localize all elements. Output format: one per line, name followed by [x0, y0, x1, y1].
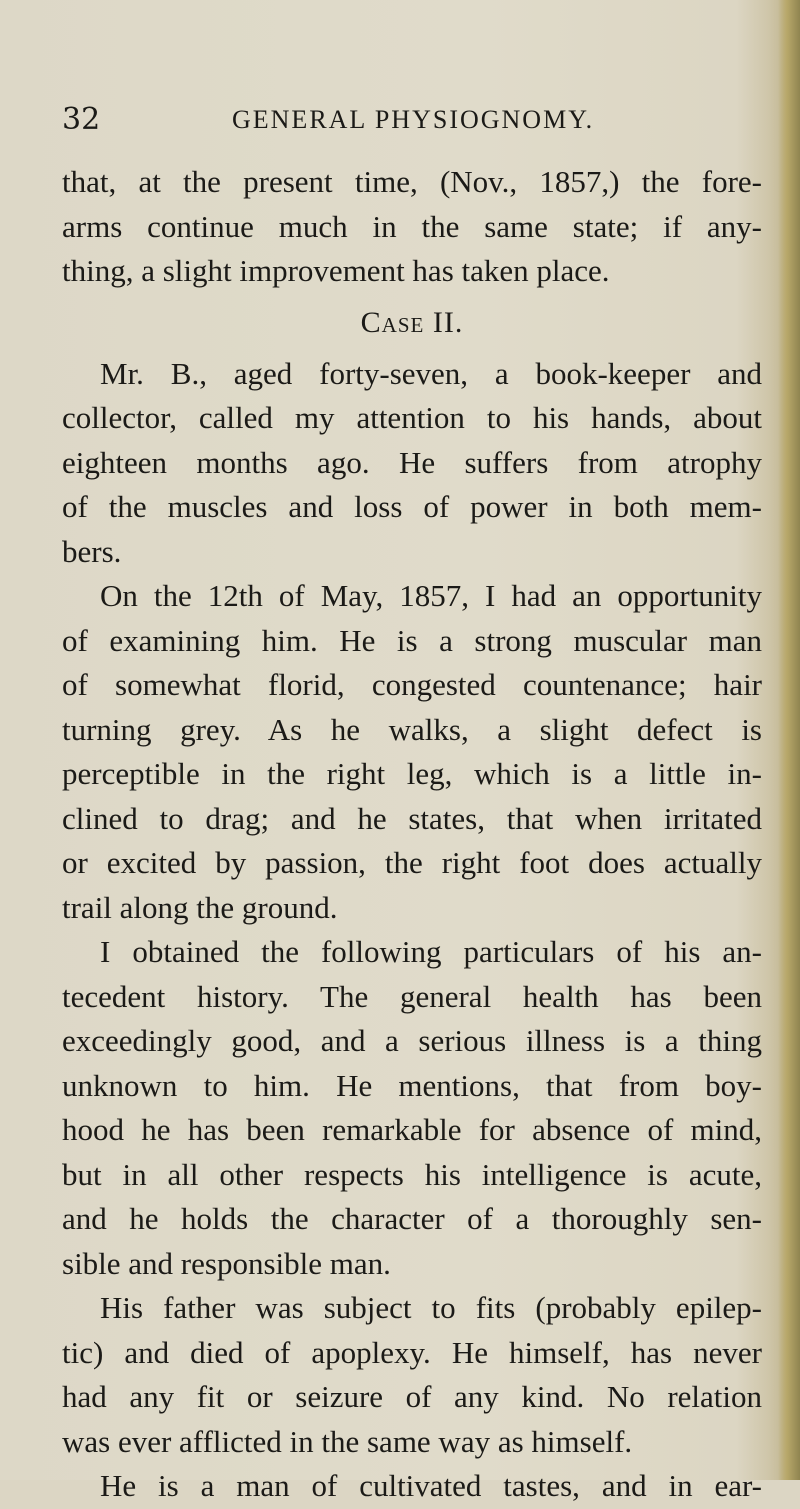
text-line: had any fit or seizure of any kind. No relation	[62, 1379, 762, 1414]
text-line: thing, a slight improvement has taken place.	[62, 253, 610, 288]
text-line: Mr. B., aged forty-seven, a book-keeper and	[100, 355, 762, 391]
page-body	[62, 160, 762, 1509]
paragraph	[62, 930, 762, 1286]
text-line: and he holds the character of a thoroughly sen-	[62, 1201, 762, 1236]
text-line: I obtained the following particulars of his an-	[100, 934, 762, 969]
paragraph	[62, 1286, 762, 1464]
text-line: or excited by passion, the right foot does actually	[62, 845, 762, 880]
text-line: unknown to him. He mentions, that from boy-	[62, 1067, 762, 1103]
text-line: bers.	[62, 533, 122, 569]
text-line: collector, called my attention to his hands, about	[62, 400, 762, 435]
text-line: hood he has been remarkable for absence of mind,	[62, 1112, 762, 1147]
text-line: of the muscles and loss of power in both mem-	[62, 489, 762, 524]
paragraph	[62, 574, 762, 930]
text-line: He is a man of cultivated tastes, and in ear-	[100, 1468, 762, 1503]
case-heading-text: Case II.	[360, 305, 464, 339]
text-line: perceptible in the right leg, which is a little in-	[62, 756, 762, 791]
text-line: arms continue much in the same state; if any-	[62, 208, 762, 244]
page-binding-edge	[778, 0, 800, 1480]
text-line: His father was subject to fits (probably epilep-	[100, 1290, 762, 1325]
page-header	[62, 98, 762, 142]
paragraph	[62, 1464, 762, 1509]
text-line: of somewhat florid, congested countenance; hair	[62, 667, 762, 702]
text-line: was ever afflicted in the same way as himself.	[62, 1423, 633, 1459]
text-line: that, at the present time, (Nov., 1857,) the fore-	[62, 164, 762, 199]
running-head: GENERAL PHYSIOGNOMY.	[232, 105, 595, 134]
text-line: On the 12th of May, 1857, I had an opportunity	[100, 578, 762, 613]
text-line: tecedent history. The general health has been	[62, 978, 762, 1014]
page-number: 32	[62, 102, 101, 137]
text-line: but in all other respects his intelligence is acute,	[62, 1156, 762, 1192]
paragraph	[62, 352, 762, 575]
text-line: of examining him. He is a strong muscular man	[62, 622, 762, 658]
paragraph-continuation	[62, 160, 762, 294]
text-line: trail along the ground.	[62, 889, 338, 925]
text-line: clined to drag; and he states, that when irritated	[62, 800, 762, 836]
case-heading	[62, 294, 762, 352]
text-line: exceedingly good, and a serious illness is a thing	[62, 1023, 762, 1058]
text-line: turning grey. As he walks, a slight defect is	[62, 711, 762, 747]
text-line: eighteen months ago. He suffers from atrophy	[62, 444, 762, 480]
text-line: tic) and died of apoplexy. He himself, has never	[62, 1334, 762, 1370]
text-line: sible and responsible man.	[62, 1245, 391, 1281]
